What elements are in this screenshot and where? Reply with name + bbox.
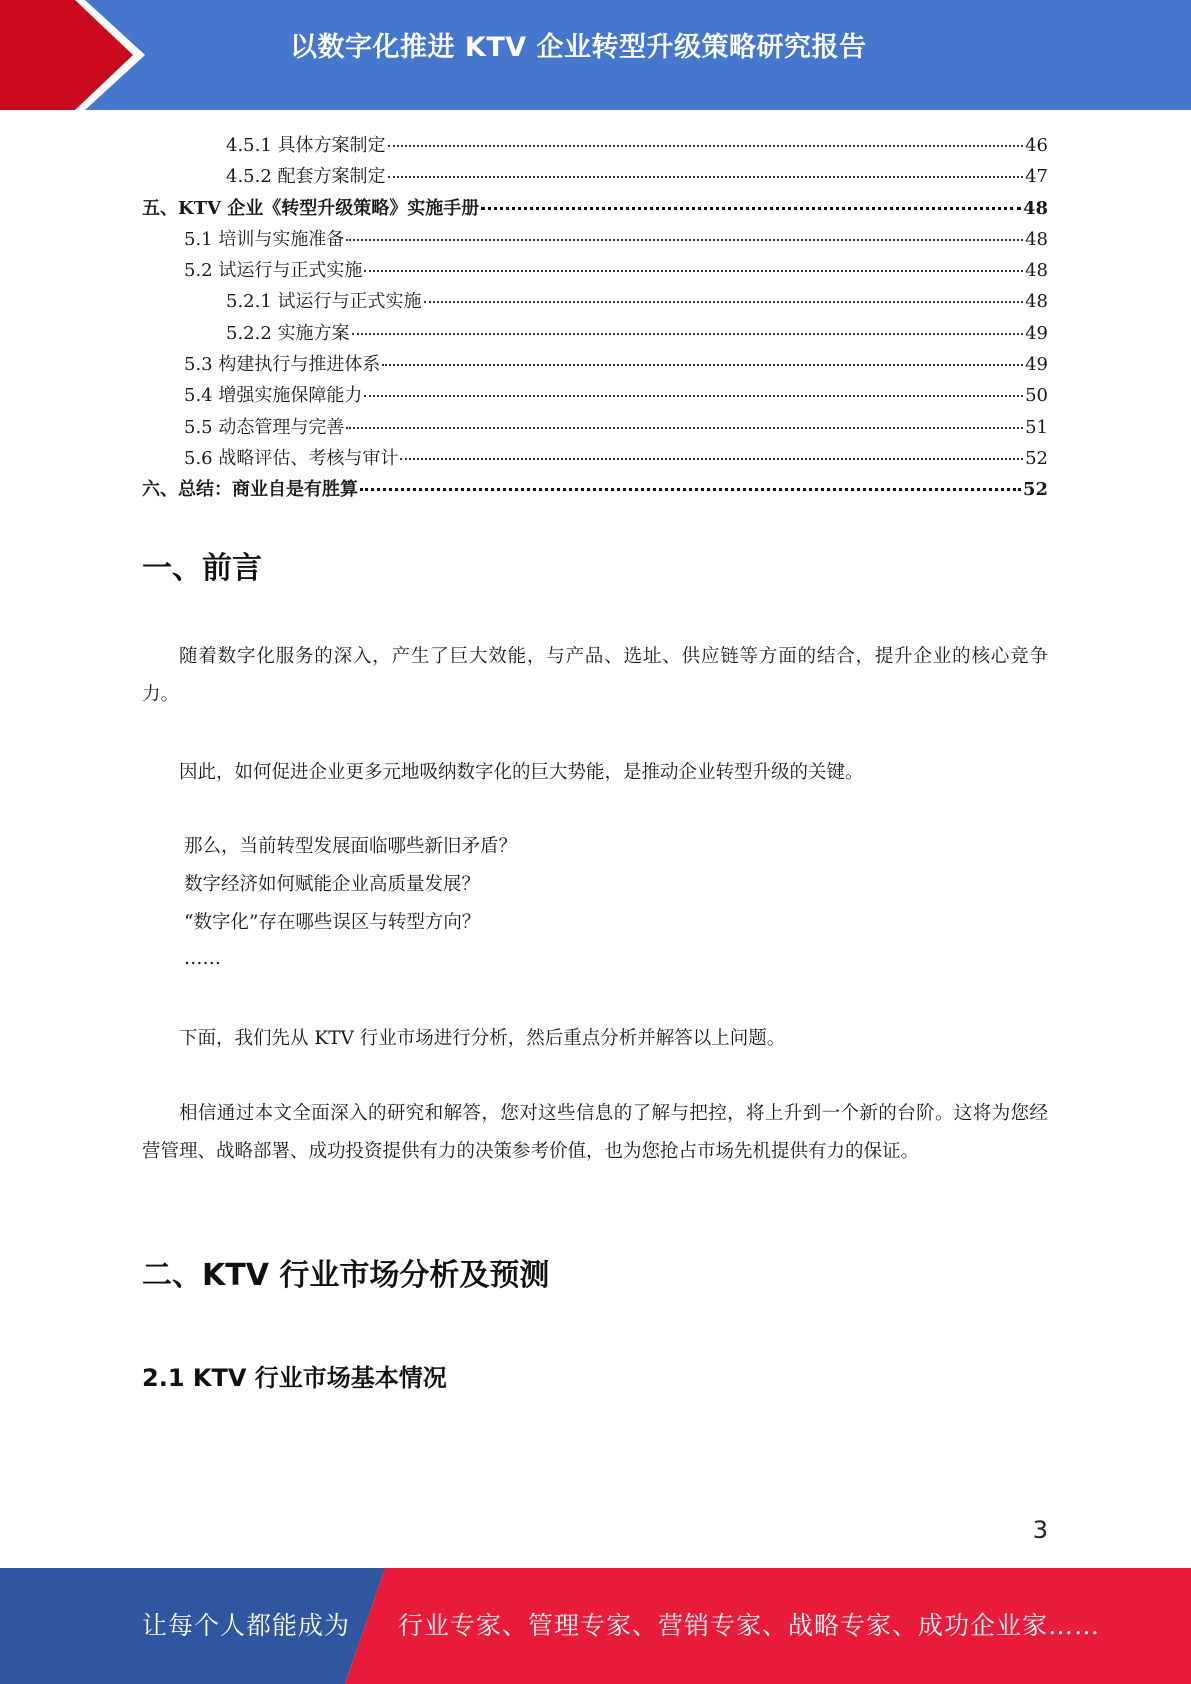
toc-entry-label: 5.2 试运行与正式实施 bbox=[184, 260, 363, 282]
toc-entry[interactable] bbox=[142, 318, 1048, 349]
paragraph: 因此，如何促进企业更多元地吸纳数字化的巨大势能，是推动企业转型升级的关键。 bbox=[179, 762, 864, 783]
toc-entry[interactable] bbox=[142, 193, 1048, 224]
toc-leader-dots bbox=[388, 176, 1024, 178]
toc-entry[interactable] bbox=[142, 161, 1048, 192]
toc-leader-dots bbox=[346, 427, 1023, 429]
toc-entry-page: 50 bbox=[1025, 385, 1048, 407]
toc-entry-page: 47 bbox=[1025, 166, 1048, 188]
toc-leader-dots bbox=[400, 458, 1023, 460]
subsection-heading-basic-situation: 2.1 KTV 行业市场基本情况 bbox=[142, 1364, 447, 1392]
toc-entry[interactable] bbox=[142, 349, 1048, 380]
table-of-contents bbox=[142, 130, 1048, 506]
toc-leader-dots bbox=[424, 301, 1024, 303]
toc-entry-page: 48 bbox=[1025, 228, 1048, 250]
toc-entry-label: 五、KTV 企业《转型升级策略》实施手册 bbox=[142, 197, 480, 219]
paragraph: 相信通过本文全面深入的研究和解答，您对这些信息的了解与把控，将上升到一个新的台阶。这将为您经营管理、战略部署、成功投资提供有力的决策参考价值，也为您抢占市场先机提供有力的保证。 bbox=[142, 1103, 1048, 1162]
toc-entry[interactable] bbox=[142, 380, 1048, 411]
toc-entry-label: 5.3 构建执行与推进体系 bbox=[184, 354, 381, 376]
header-arrow-graphic bbox=[0, 0, 300, 110]
toc-entry[interactable] bbox=[142, 224, 1048, 255]
toc-entry[interactable] bbox=[142, 412, 1048, 443]
toc-leader-dots bbox=[346, 239, 1023, 241]
toc-entry-label: 4.5.1 具体方案制定 bbox=[226, 135, 386, 156]
toc-entry[interactable] bbox=[142, 286, 1048, 317]
page-number: 3 bbox=[1032, 1516, 1048, 1544]
toc-entry[interactable] bbox=[142, 255, 1048, 286]
toc-leader-dots bbox=[364, 395, 1023, 397]
question-line: “数字化”存在哪些误区与转型方向？ bbox=[184, 912, 481, 933]
toc-entry-label: 5.6 战略评估、考核与审计 bbox=[184, 447, 399, 469]
paragraph: 下面，我们先从 KTV 行业市场进行分析，然后重点分析并解答以上问题。 bbox=[179, 1028, 786, 1049]
page-header bbox=[0, 0, 1191, 110]
toc-entry[interactable] bbox=[142, 474, 1048, 505]
toc-entry-label: 5.5 动态管理与完善 bbox=[184, 416, 345, 438]
toc-entry-label: 六、总结：商业自是有胜算 bbox=[142, 479, 358, 501]
header-title: 以数字化推进 KTV 企业转型升级策略研究报告 bbox=[290, 32, 867, 63]
toc-entry-page: 46 bbox=[1025, 135, 1048, 156]
toc-leader-dots bbox=[352, 333, 1024, 335]
toc-entry-label: 4.5.2 配套方案制定 bbox=[226, 166, 386, 188]
toc-entry-label: 5.2.1 试运行与正式实施 bbox=[226, 291, 422, 313]
page-footer bbox=[0, 1568, 1191, 1684]
footer-slogan-right: 行业专家、管理专家、营销专家、战略专家、成功企业家…… bbox=[398, 1611, 1101, 1640]
toc-leader-dots bbox=[364, 270, 1023, 272]
toc-entry-page: 48 bbox=[1025, 291, 1048, 313]
toc-entry-page: 51 bbox=[1025, 416, 1048, 438]
toc-entry-label: 5.4 增强实施保障能力 bbox=[184, 385, 363, 407]
toc-entry-page: 49 bbox=[1025, 354, 1048, 376]
toc-leader-dots bbox=[388, 145, 1024, 147]
toc-entry-page: 48 bbox=[1025, 260, 1048, 282]
footer-slogan-left: 让每个人都能成为 bbox=[142, 1611, 351, 1640]
section-heading-preface: 一、前言 bbox=[142, 551, 262, 586]
toc-leader-dots bbox=[382, 364, 1023, 366]
toc-leader-dots bbox=[360, 488, 1021, 491]
paragraph: 随着数字化服务的深入，产生了巨大效能，与产品、选址、供应链等方面的结合，提升企业的核心竞争力。 bbox=[142, 646, 1048, 705]
toc-entry-page: 49 bbox=[1025, 322, 1048, 344]
toc-entry[interactable] bbox=[142, 443, 1048, 474]
toc-entry-page: 52 bbox=[1025, 447, 1048, 469]
toc-entry-label: 5.1 培训与实施准备 bbox=[184, 228, 345, 250]
ellipsis: …… bbox=[184, 948, 221, 969]
toc-entry[interactable] bbox=[142, 130, 1048, 161]
toc-leader-dots bbox=[481, 207, 1021, 210]
toc-entry-page: 48 bbox=[1022, 197, 1048, 219]
toc-entry-page: 52 bbox=[1022, 479, 1048, 501]
question-line: 数字经济如何赋能企业高质量发展？ bbox=[184, 874, 481, 895]
section-heading-market-analysis: 二、KTV 行业市场分析及预测 bbox=[142, 1258, 550, 1293]
toc-entry-label: 5.2.2 实施方案 bbox=[226, 322, 350, 344]
question-line: 那么，当前转型发展面临哪些新旧矛盾？ bbox=[184, 836, 518, 857]
